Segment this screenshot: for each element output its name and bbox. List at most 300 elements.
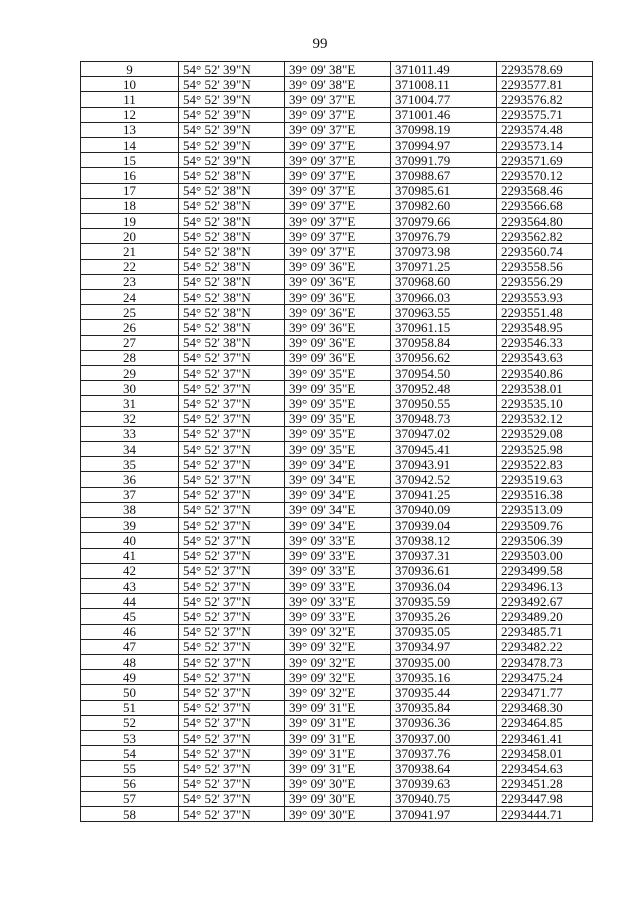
table-row bbox=[81, 153, 593, 168]
latitude-cell: 54° 52' 37"N bbox=[179, 426, 285, 441]
latitude-cell: 54° 52' 37"N bbox=[179, 639, 285, 654]
table-row bbox=[81, 594, 593, 609]
point-number-cell: 17 bbox=[81, 183, 179, 198]
table-row bbox=[81, 457, 593, 472]
x-coordinate-cell: 370945.41 bbox=[391, 442, 497, 457]
y-coordinate-cell: 2293553.93 bbox=[497, 290, 593, 305]
x-coordinate-cell: 370943.91 bbox=[391, 457, 497, 472]
longitude-cell: 39° 09' 37"E bbox=[285, 153, 391, 168]
longitude-cell: 39° 09' 37"E bbox=[285, 122, 391, 137]
point-number-cell: 14 bbox=[81, 138, 179, 153]
y-coordinate-cell: 2293551.48 bbox=[497, 305, 593, 320]
latitude-cell: 54° 52' 37"N bbox=[179, 548, 285, 563]
y-coordinate-cell: 2293458.01 bbox=[497, 746, 593, 761]
x-coordinate-cell: 370948.73 bbox=[391, 411, 497, 426]
x-coordinate-cell: 370937.00 bbox=[391, 730, 497, 745]
latitude-cell: 54° 52' 39"N bbox=[179, 107, 285, 122]
y-coordinate-cell: 2293540.86 bbox=[497, 366, 593, 381]
y-coordinate-cell: 2293538.01 bbox=[497, 381, 593, 396]
latitude-cell: 54° 52' 38"N bbox=[179, 335, 285, 350]
longitude-cell: 39° 09' 31"E bbox=[285, 730, 391, 745]
table-row bbox=[81, 62, 593, 77]
x-coordinate-cell: 370935.26 bbox=[391, 609, 497, 624]
longitude-cell: 39° 09' 37"E bbox=[285, 107, 391, 122]
x-coordinate-cell: 370938.12 bbox=[391, 533, 497, 548]
x-coordinate-cell: 370937.76 bbox=[391, 746, 497, 761]
x-coordinate-cell: 370950.55 bbox=[391, 396, 497, 411]
x-coordinate-cell: 370939.63 bbox=[391, 776, 497, 791]
latitude-cell: 54° 52' 37"N bbox=[179, 578, 285, 593]
y-coordinate-cell: 2293454.63 bbox=[497, 761, 593, 776]
y-coordinate-cell: 2293471.77 bbox=[497, 685, 593, 700]
longitude-cell: 39° 09' 37"E bbox=[285, 168, 391, 183]
coordinates-table-body bbox=[81, 62, 593, 822]
x-coordinate-cell: 370994.97 bbox=[391, 138, 497, 153]
x-coordinate-cell: 370935.59 bbox=[391, 594, 497, 609]
x-coordinate-cell: 370941.25 bbox=[391, 487, 497, 502]
point-number-cell: 54 bbox=[81, 746, 179, 761]
latitude-cell: 54° 52' 38"N bbox=[179, 214, 285, 229]
table-row bbox=[81, 259, 593, 274]
y-coordinate-cell: 2293548.95 bbox=[497, 320, 593, 335]
point-number-cell: 30 bbox=[81, 381, 179, 396]
y-coordinate-cell: 2293571.69 bbox=[497, 153, 593, 168]
longitude-cell: 39° 09' 38"E bbox=[285, 77, 391, 92]
latitude-cell: 54° 52' 37"N bbox=[179, 685, 285, 700]
longitude-cell: 39° 09' 31"E bbox=[285, 746, 391, 761]
y-coordinate-cell: 2293475.24 bbox=[497, 670, 593, 685]
point-number-cell: 16 bbox=[81, 168, 179, 183]
y-coordinate-cell: 2293558.56 bbox=[497, 259, 593, 274]
x-coordinate-cell: 370935.44 bbox=[391, 685, 497, 700]
longitude-cell: 39° 09' 30"E bbox=[285, 791, 391, 806]
point-number-cell: 41 bbox=[81, 548, 179, 563]
table-row bbox=[81, 715, 593, 730]
coordinates-table bbox=[80, 61, 593, 822]
y-coordinate-cell: 2293576.82 bbox=[497, 92, 593, 107]
longitude-cell: 39° 09' 34"E bbox=[285, 487, 391, 502]
page-number: 99 bbox=[312, 36, 328, 52]
y-coordinate-cell: 2293451.28 bbox=[497, 776, 593, 791]
y-coordinate-cell: 2293522.83 bbox=[497, 457, 593, 472]
y-coordinate-cell: 2293496.13 bbox=[497, 578, 593, 593]
table-row bbox=[81, 548, 593, 563]
longitude-cell: 39° 09' 37"E bbox=[285, 183, 391, 198]
x-coordinate-cell: 370937.31 bbox=[391, 548, 497, 563]
table-row bbox=[81, 92, 593, 107]
point-number-cell: 26 bbox=[81, 320, 179, 335]
table-row bbox=[81, 730, 593, 745]
y-coordinate-cell: 2293461.41 bbox=[497, 730, 593, 745]
point-number-cell: 31 bbox=[81, 396, 179, 411]
point-number-cell: 12 bbox=[81, 107, 179, 122]
table-row bbox=[81, 381, 593, 396]
longitude-cell: 39° 09' 36"E bbox=[285, 259, 391, 274]
latitude-cell: 54° 52' 38"N bbox=[179, 290, 285, 305]
x-coordinate-cell: 370976.79 bbox=[391, 229, 497, 244]
longitude-cell: 39° 09' 36"E bbox=[285, 350, 391, 365]
longitude-cell: 39° 09' 37"E bbox=[285, 198, 391, 213]
point-number-cell: 46 bbox=[81, 624, 179, 639]
y-coordinate-cell: 2293556.29 bbox=[497, 274, 593, 289]
x-coordinate-cell: 370942.52 bbox=[391, 472, 497, 487]
x-coordinate-cell: 370941.97 bbox=[391, 806, 497, 821]
y-coordinate-cell: 2293577.81 bbox=[497, 77, 593, 92]
longitude-cell: 39° 09' 37"E bbox=[285, 229, 391, 244]
longitude-cell: 39° 09' 31"E bbox=[285, 761, 391, 776]
point-number-cell: 40 bbox=[81, 533, 179, 548]
table-row bbox=[81, 806, 593, 821]
latitude-cell: 54° 52' 37"N bbox=[179, 761, 285, 776]
table-row bbox=[81, 350, 593, 365]
point-number-cell: 56 bbox=[81, 776, 179, 791]
y-coordinate-cell: 2293574.48 bbox=[497, 122, 593, 137]
table-row bbox=[81, 396, 593, 411]
y-coordinate-cell: 2293482.22 bbox=[497, 639, 593, 654]
y-coordinate-cell: 2293513.09 bbox=[497, 502, 593, 517]
latitude-cell: 54° 52' 38"N bbox=[179, 274, 285, 289]
longitude-cell: 39° 09' 34"E bbox=[285, 457, 391, 472]
y-coordinate-cell: 2293562.82 bbox=[497, 229, 593, 244]
y-coordinate-cell: 2293578.69 bbox=[497, 62, 593, 77]
x-coordinate-cell: 371001.46 bbox=[391, 107, 497, 122]
longitude-cell: 39° 09' 35"E bbox=[285, 426, 391, 441]
table-row bbox=[81, 214, 593, 229]
latitude-cell: 54° 52' 38"N bbox=[179, 168, 285, 183]
latitude-cell: 54° 52' 37"N bbox=[179, 670, 285, 685]
point-number-cell: 37 bbox=[81, 487, 179, 502]
latitude-cell: 54° 52' 37"N bbox=[179, 730, 285, 745]
y-coordinate-cell: 2293566.68 bbox=[497, 198, 593, 213]
table-row bbox=[81, 229, 593, 244]
point-number-cell: 32 bbox=[81, 411, 179, 426]
table-row bbox=[81, 685, 593, 700]
table-row bbox=[81, 290, 593, 305]
x-coordinate-cell: 370991.79 bbox=[391, 153, 497, 168]
table-row bbox=[81, 639, 593, 654]
x-coordinate-cell: 370958.84 bbox=[391, 335, 497, 350]
y-coordinate-cell: 2293468.30 bbox=[497, 700, 593, 715]
x-coordinate-cell: 370963.55 bbox=[391, 305, 497, 320]
latitude-cell: 54° 52' 38"N bbox=[179, 305, 285, 320]
x-coordinate-cell: 370939.04 bbox=[391, 518, 497, 533]
point-number-cell: 51 bbox=[81, 700, 179, 715]
x-coordinate-cell: 370998.19 bbox=[391, 122, 497, 137]
table-row bbox=[81, 776, 593, 791]
x-coordinate-cell: 370936.36 bbox=[391, 715, 497, 730]
table-row bbox=[81, 411, 593, 426]
x-coordinate-cell: 370938.64 bbox=[391, 761, 497, 776]
longitude-cell: 39° 09' 36"E bbox=[285, 305, 391, 320]
point-number-cell: 28 bbox=[81, 350, 179, 365]
table-row bbox=[81, 563, 593, 578]
y-coordinate-cell: 2293532.12 bbox=[497, 411, 593, 426]
table-row bbox=[81, 168, 593, 183]
x-coordinate-cell: 370936.04 bbox=[391, 578, 497, 593]
longitude-cell: 39° 09' 34"E bbox=[285, 502, 391, 517]
x-coordinate-cell: 370935.00 bbox=[391, 654, 497, 669]
latitude-cell: 54° 52' 37"N bbox=[179, 442, 285, 457]
point-number-cell: 50 bbox=[81, 685, 179, 700]
longitude-cell: 39° 09' 36"E bbox=[285, 320, 391, 335]
point-number-cell: 45 bbox=[81, 609, 179, 624]
latitude-cell: 54° 52' 37"N bbox=[179, 502, 285, 517]
latitude-cell: 54° 52' 38"N bbox=[179, 244, 285, 259]
y-coordinate-cell: 2293564.80 bbox=[497, 214, 593, 229]
latitude-cell: 54° 52' 37"N bbox=[179, 776, 285, 791]
table-row bbox=[81, 335, 593, 350]
longitude-cell: 39° 09' 35"E bbox=[285, 366, 391, 381]
latitude-cell: 54° 52' 37"N bbox=[179, 396, 285, 411]
y-coordinate-cell: 2293519.63 bbox=[497, 472, 593, 487]
table-row bbox=[81, 472, 593, 487]
y-coordinate-cell: 2293568.46 bbox=[497, 183, 593, 198]
table-row bbox=[81, 670, 593, 685]
x-coordinate-cell: 370988.67 bbox=[391, 168, 497, 183]
x-coordinate-cell: 370936.61 bbox=[391, 563, 497, 578]
longitude-cell: 39° 09' 33"E bbox=[285, 578, 391, 593]
latitude-cell: 54° 52' 37"N bbox=[179, 472, 285, 487]
latitude-cell: 54° 52' 37"N bbox=[179, 381, 285, 396]
x-coordinate-cell: 370935.84 bbox=[391, 700, 497, 715]
latitude-cell: 54° 52' 37"N bbox=[179, 411, 285, 426]
point-number-cell: 33 bbox=[81, 426, 179, 441]
point-number-cell: 10 bbox=[81, 77, 179, 92]
latitude-cell: 54° 52' 37"N bbox=[179, 533, 285, 548]
table-row bbox=[81, 442, 593, 457]
table-row bbox=[81, 624, 593, 639]
x-coordinate-cell: 371004.77 bbox=[391, 92, 497, 107]
point-number-cell: 25 bbox=[81, 305, 179, 320]
point-number-cell: 35 bbox=[81, 457, 179, 472]
table-row bbox=[81, 761, 593, 776]
point-number-cell: 13 bbox=[81, 122, 179, 137]
longitude-cell: 39° 09' 32"E bbox=[285, 639, 391, 654]
y-coordinate-cell: 2293546.33 bbox=[497, 335, 593, 350]
x-coordinate-cell: 370940.09 bbox=[391, 502, 497, 517]
y-coordinate-cell: 2293509.76 bbox=[497, 518, 593, 533]
y-coordinate-cell: 2293447.98 bbox=[497, 791, 593, 806]
point-number-cell: 52 bbox=[81, 715, 179, 730]
x-coordinate-cell: 370985.61 bbox=[391, 183, 497, 198]
longitude-cell: 39° 09' 33"E bbox=[285, 609, 391, 624]
latitude-cell: 54° 52' 37"N bbox=[179, 700, 285, 715]
table-row bbox=[81, 609, 593, 624]
point-number-cell: 36 bbox=[81, 472, 179, 487]
point-number-cell: 39 bbox=[81, 518, 179, 533]
table-row bbox=[81, 183, 593, 198]
latitude-cell: 54° 52' 39"N bbox=[179, 62, 285, 77]
latitude-cell: 54° 52' 38"N bbox=[179, 259, 285, 274]
latitude-cell: 54° 52' 37"N bbox=[179, 518, 285, 533]
x-coordinate-cell: 370973.98 bbox=[391, 244, 497, 259]
latitude-cell: 54° 52' 39"N bbox=[179, 77, 285, 92]
y-coordinate-cell: 2293516.38 bbox=[497, 487, 593, 502]
longitude-cell: 39° 09' 36"E bbox=[285, 290, 391, 305]
x-coordinate-cell: 370966.03 bbox=[391, 290, 497, 305]
x-coordinate-cell: 370947.02 bbox=[391, 426, 497, 441]
x-coordinate-cell: 370935.16 bbox=[391, 670, 497, 685]
point-number-cell: 29 bbox=[81, 366, 179, 381]
point-number-cell: 24 bbox=[81, 290, 179, 305]
y-coordinate-cell: 2293570.12 bbox=[497, 168, 593, 183]
latitude-cell: 54° 52' 37"N bbox=[179, 715, 285, 730]
table-row bbox=[81, 122, 593, 137]
latitude-cell: 54° 52' 38"N bbox=[179, 198, 285, 213]
point-number-cell: 22 bbox=[81, 259, 179, 274]
longitude-cell: 39° 09' 32"E bbox=[285, 624, 391, 639]
x-coordinate-cell: 371008.11 bbox=[391, 77, 497, 92]
point-number-cell: 38 bbox=[81, 502, 179, 517]
point-number-cell: 15 bbox=[81, 153, 179, 168]
latitude-cell: 54° 52' 37"N bbox=[179, 563, 285, 578]
point-number-cell: 27 bbox=[81, 335, 179, 350]
longitude-cell: 39° 09' 33"E bbox=[285, 563, 391, 578]
table-row bbox=[81, 198, 593, 213]
y-coordinate-cell: 2293575.71 bbox=[497, 107, 593, 122]
point-number-cell: 49 bbox=[81, 670, 179, 685]
y-coordinate-cell: 2293492.67 bbox=[497, 594, 593, 609]
longitude-cell: 39° 09' 31"E bbox=[285, 700, 391, 715]
x-coordinate-cell: 370979.66 bbox=[391, 214, 497, 229]
longitude-cell: 39° 09' 38"E bbox=[285, 62, 391, 77]
y-coordinate-cell: 2293506.39 bbox=[497, 533, 593, 548]
latitude-cell: 54° 52' 39"N bbox=[179, 153, 285, 168]
latitude-cell: 54° 52' 37"N bbox=[179, 366, 285, 381]
point-number-cell: 18 bbox=[81, 198, 179, 213]
longitude-cell: 39° 09' 32"E bbox=[285, 685, 391, 700]
latitude-cell: 54° 52' 37"N bbox=[179, 350, 285, 365]
table-row bbox=[81, 138, 593, 153]
y-coordinate-cell: 2293485.71 bbox=[497, 624, 593, 639]
x-coordinate-cell: 370982.60 bbox=[391, 198, 497, 213]
latitude-cell: 54° 52' 37"N bbox=[179, 791, 285, 806]
point-number-cell: 20 bbox=[81, 229, 179, 244]
point-number-cell: 53 bbox=[81, 730, 179, 745]
y-coordinate-cell: 2293529.08 bbox=[497, 426, 593, 441]
latitude-cell: 54° 52' 37"N bbox=[179, 746, 285, 761]
point-number-cell: 57 bbox=[81, 791, 179, 806]
table-row bbox=[81, 533, 593, 548]
longitude-cell: 39° 09' 35"E bbox=[285, 396, 391, 411]
latitude-cell: 54° 52' 37"N bbox=[179, 609, 285, 624]
longitude-cell: 39° 09' 33"E bbox=[285, 548, 391, 563]
longitude-cell: 39° 09' 35"E bbox=[285, 411, 391, 426]
point-number-cell: 42 bbox=[81, 563, 179, 578]
y-coordinate-cell: 2293525.98 bbox=[497, 442, 593, 457]
table-row bbox=[81, 366, 593, 381]
y-coordinate-cell: 2293535.10 bbox=[497, 396, 593, 411]
point-number-cell: 34 bbox=[81, 442, 179, 457]
table-row bbox=[81, 274, 593, 289]
x-coordinate-cell: 370954.50 bbox=[391, 366, 497, 381]
y-coordinate-cell: 2293560.74 bbox=[497, 244, 593, 259]
latitude-cell: 54° 52' 37"N bbox=[179, 487, 285, 502]
point-number-cell: 21 bbox=[81, 244, 179, 259]
table-row bbox=[81, 746, 593, 761]
longitude-cell: 39° 09' 37"E bbox=[285, 214, 391, 229]
table-row bbox=[81, 487, 593, 502]
table-row bbox=[81, 700, 593, 715]
longitude-cell: 39° 09' 30"E bbox=[285, 776, 391, 791]
latitude-cell: 54° 52' 39"N bbox=[179, 92, 285, 107]
latitude-cell: 54° 52' 38"N bbox=[179, 320, 285, 335]
point-number-cell: 11 bbox=[81, 92, 179, 107]
y-coordinate-cell: 2293478.73 bbox=[497, 654, 593, 669]
longitude-cell: 39° 09' 37"E bbox=[285, 92, 391, 107]
latitude-cell: 54° 52' 39"N bbox=[179, 138, 285, 153]
point-number-cell: 47 bbox=[81, 639, 179, 654]
point-number-cell: 48 bbox=[81, 654, 179, 669]
x-coordinate-cell: 370971.25 bbox=[391, 259, 497, 274]
longitude-cell: 39° 09' 37"E bbox=[285, 244, 391, 259]
point-number-cell: 19 bbox=[81, 214, 179, 229]
y-coordinate-cell: 2293444.71 bbox=[497, 806, 593, 821]
latitude-cell: 54° 52' 38"N bbox=[179, 183, 285, 198]
y-coordinate-cell: 2293503.00 bbox=[497, 548, 593, 563]
point-number-cell: 44 bbox=[81, 594, 179, 609]
x-coordinate-cell: 371011.49 bbox=[391, 62, 497, 77]
table-row bbox=[81, 518, 593, 533]
longitude-cell: 39° 09' 31"E bbox=[285, 715, 391, 730]
point-number-cell: 43 bbox=[81, 578, 179, 593]
latitude-cell: 54° 52' 39"N bbox=[179, 122, 285, 137]
longitude-cell: 39° 09' 32"E bbox=[285, 670, 391, 685]
point-number-cell: 23 bbox=[81, 274, 179, 289]
table-row bbox=[81, 320, 593, 335]
longitude-cell: 39° 09' 36"E bbox=[285, 274, 391, 289]
table-row bbox=[81, 791, 593, 806]
latitude-cell: 54° 52' 38"N bbox=[179, 229, 285, 244]
x-coordinate-cell: 370934.97 bbox=[391, 639, 497, 654]
longitude-cell: 39° 09' 32"E bbox=[285, 654, 391, 669]
y-coordinate-cell: 2293464.85 bbox=[497, 715, 593, 730]
x-coordinate-cell: 370940.75 bbox=[391, 791, 497, 806]
point-number-cell: 9 bbox=[81, 62, 179, 77]
longitude-cell: 39° 09' 34"E bbox=[285, 518, 391, 533]
table-row bbox=[81, 244, 593, 259]
table-row bbox=[81, 107, 593, 122]
longitude-cell: 39° 09' 33"E bbox=[285, 594, 391, 609]
latitude-cell: 54° 52' 37"N bbox=[179, 624, 285, 639]
latitude-cell: 54° 52' 37"N bbox=[179, 806, 285, 821]
x-coordinate-cell: 370952.48 bbox=[391, 381, 497, 396]
longitude-cell: 39° 09' 35"E bbox=[285, 381, 391, 396]
y-coordinate-cell: 2293543.63 bbox=[497, 350, 593, 365]
x-coordinate-cell: 370968.60 bbox=[391, 274, 497, 289]
table-row bbox=[81, 77, 593, 92]
longitude-cell: 39° 09' 30"E bbox=[285, 806, 391, 821]
longitude-cell: 39° 09' 34"E bbox=[285, 472, 391, 487]
point-number-cell: 55 bbox=[81, 761, 179, 776]
longitude-cell: 39° 09' 37"E bbox=[285, 138, 391, 153]
latitude-cell: 54° 52' 37"N bbox=[179, 594, 285, 609]
x-coordinate-cell: 370961.15 bbox=[391, 320, 497, 335]
table-row bbox=[81, 502, 593, 517]
point-number-cell: 58 bbox=[81, 806, 179, 821]
y-coordinate-cell: 2293573.14 bbox=[497, 138, 593, 153]
latitude-cell: 54° 52' 37"N bbox=[179, 457, 285, 472]
latitude-cell: 54° 52' 37"N bbox=[179, 654, 285, 669]
table-row bbox=[81, 654, 593, 669]
table-row bbox=[81, 305, 593, 320]
x-coordinate-cell: 370956.62 bbox=[391, 350, 497, 365]
y-coordinate-cell: 2293489.20 bbox=[497, 609, 593, 624]
longitude-cell: 39° 09' 36"E bbox=[285, 335, 391, 350]
longitude-cell: 39° 09' 35"E bbox=[285, 442, 391, 457]
x-coordinate-cell: 370935.05 bbox=[391, 624, 497, 639]
longitude-cell: 39° 09' 33"E bbox=[285, 533, 391, 548]
